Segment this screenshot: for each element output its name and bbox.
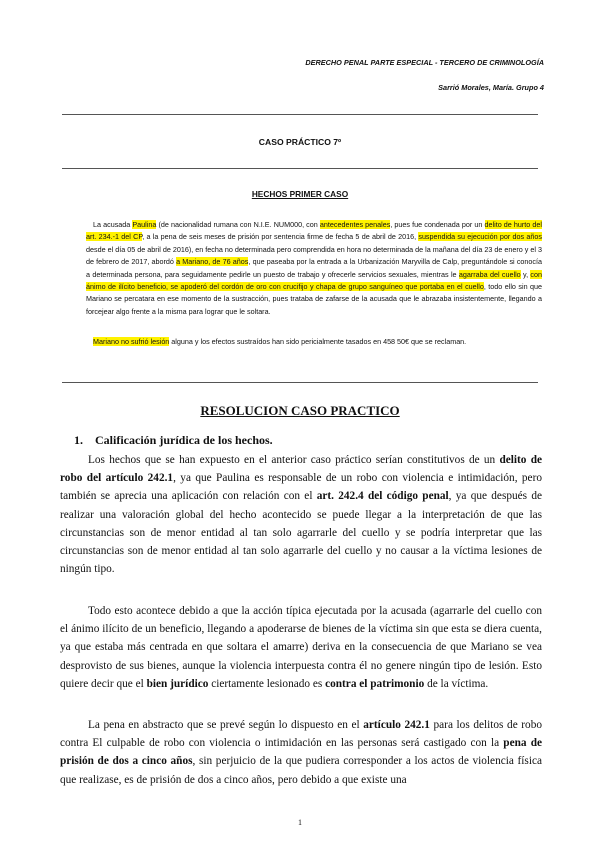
highlight: suspendida su ejecución por dos años — [418, 232, 542, 242]
highlight: antecedentes penales — [319, 220, 391, 229]
case-title: CASO PRÁCTICO 7º — [258, 137, 342, 147]
facts-paragraph-2: Mariano no sufrió lesión alguna y los efectos sustraídos han sido pericialmente tasados en 458 50€ que se reclaman. — [93, 337, 467, 346]
section-heading: 1. Calificación jurídica de los hechos. — [74, 433, 273, 447]
resolution-paragraph-3: La pena en abstracto que se prevé según lo dispuesto en el artículo 242.1 para los delitos de robo contra El culpable de robo con violencia o intimidación en las personas será castigado con la pena de prisión de dos a cinco años, sin perjuicio de la que pudiera corresponder a los actos de violencia física que realizase, es de prisión de dos a cinco años, pero debido a que existe una — [60, 719, 543, 786]
divider — [62, 382, 538, 383]
divider — [62, 114, 538, 115]
resolution-paragraph-1: Los hechos que se han expuesto en el anterior caso práctico serían constitutivos de un delito de robo del artículo 242.1, ya que Paulina es responsable de un robo con violencia e intimidación, pero también se aprecia una aplicación con relación con el art. 242.4 del código penal, ya que después de realizar una valoración global del hecho acontecido se puede llegar a la interpretación de que las circunstancias son de menor entidad al tan solo agarrarle del cuello y se podría interpretar que las circunstancias son de menor entidad al tan solo agarrarle del cuello y no causar a la víctima lesiones de ningún tipo. — [60, 454, 543, 576]
highlight: a Mariano, de 76 años — [176, 257, 249, 267]
highlight: con ánimo de ilícito beneficio, se apoderó del cordón de oro con crucifijo y chapa de grupo sanguíneo que portaba en el cuello — [86, 269, 542, 292]
highlight: agarraba del cuello — [458, 269, 521, 279]
facts-title: HECHOS PRIMER CASO — [251, 189, 349, 199]
highlight: Mariano no sufrió lesión — [93, 337, 170, 346]
divider — [62, 168, 538, 169]
resolution-paragraph-2: Todo esto acontece debido a que la acción típica ejecutada por la acusada (agarrarle del cuello con el ánimo ilícito de un beneficio, llegando a apoderarse de bienes de la víctima sin que esta se diera cuenta, ya que estaba más centrada en que soltara el amarre) deriva en la consecuencia de que Mariano se vea desprovisto de sus bienes, aunque la violencia interpuesta contra él no genere ningún tipo de lesión. Esto quiere decir que el bien jurídico ciertamente lesionado es contra el patrimonio de la víctima. — [60, 605, 542, 690]
facts-paragraph-1: La acusada Paulina (de nacionalidad rumana con N.I.E. NUM000, con antecedentes penales, pues fue condenada por un delito de hurto del art. 234.-1 del CP, a la pena de seis meses de prisión por sentencia firme de fecha 5 de abril de 2016, suspendida su ejecución por dos años desde el día 05 de abril de 2016), en fecha no determinada pero comprendida en hora no determinada de la mañana del día 23 de enero y el 3 de febrero de 2017, abordó a Mariano, de 76 años, que paseaba por la entrada a la Urbanización Maryvilla de Calp, preguntándole si conocía a determinada persona, para seguidamente pedirle un puesto de trabajo y ofrecerle servicios sexuales, mientras le agarraba del cuello y, con ánimo de ilícito beneficio, se apoderó del cordón de oro con crucifijo y chapa de grupo sanguíneo que portaba en el cuello, todo ello sin que Mariano se percatara en ese momento de la sustracción, pues trataba de zafarse de la acusada que le abrazaba insistentemente, llegando a forcejear algo frente a la misma para lograr que le soltara. — [86, 220, 543, 316]
highlight: Paulina — [132, 220, 157, 229]
course-header: DERECHO PENAL PARTE ESPECIAL - TERCERO DE CRIMINOLOGÍA — [305, 58, 544, 67]
page-number: 1 — [298, 818, 302, 827]
author-header: Sarrió Morales, María. Grupo 4 — [438, 83, 544, 92]
resolution-title: RESOLUCION CASO PRACTICO — [200, 403, 400, 418]
highlight: delito de hurto del art. 234.-1 del CP — [86, 220, 542, 242]
